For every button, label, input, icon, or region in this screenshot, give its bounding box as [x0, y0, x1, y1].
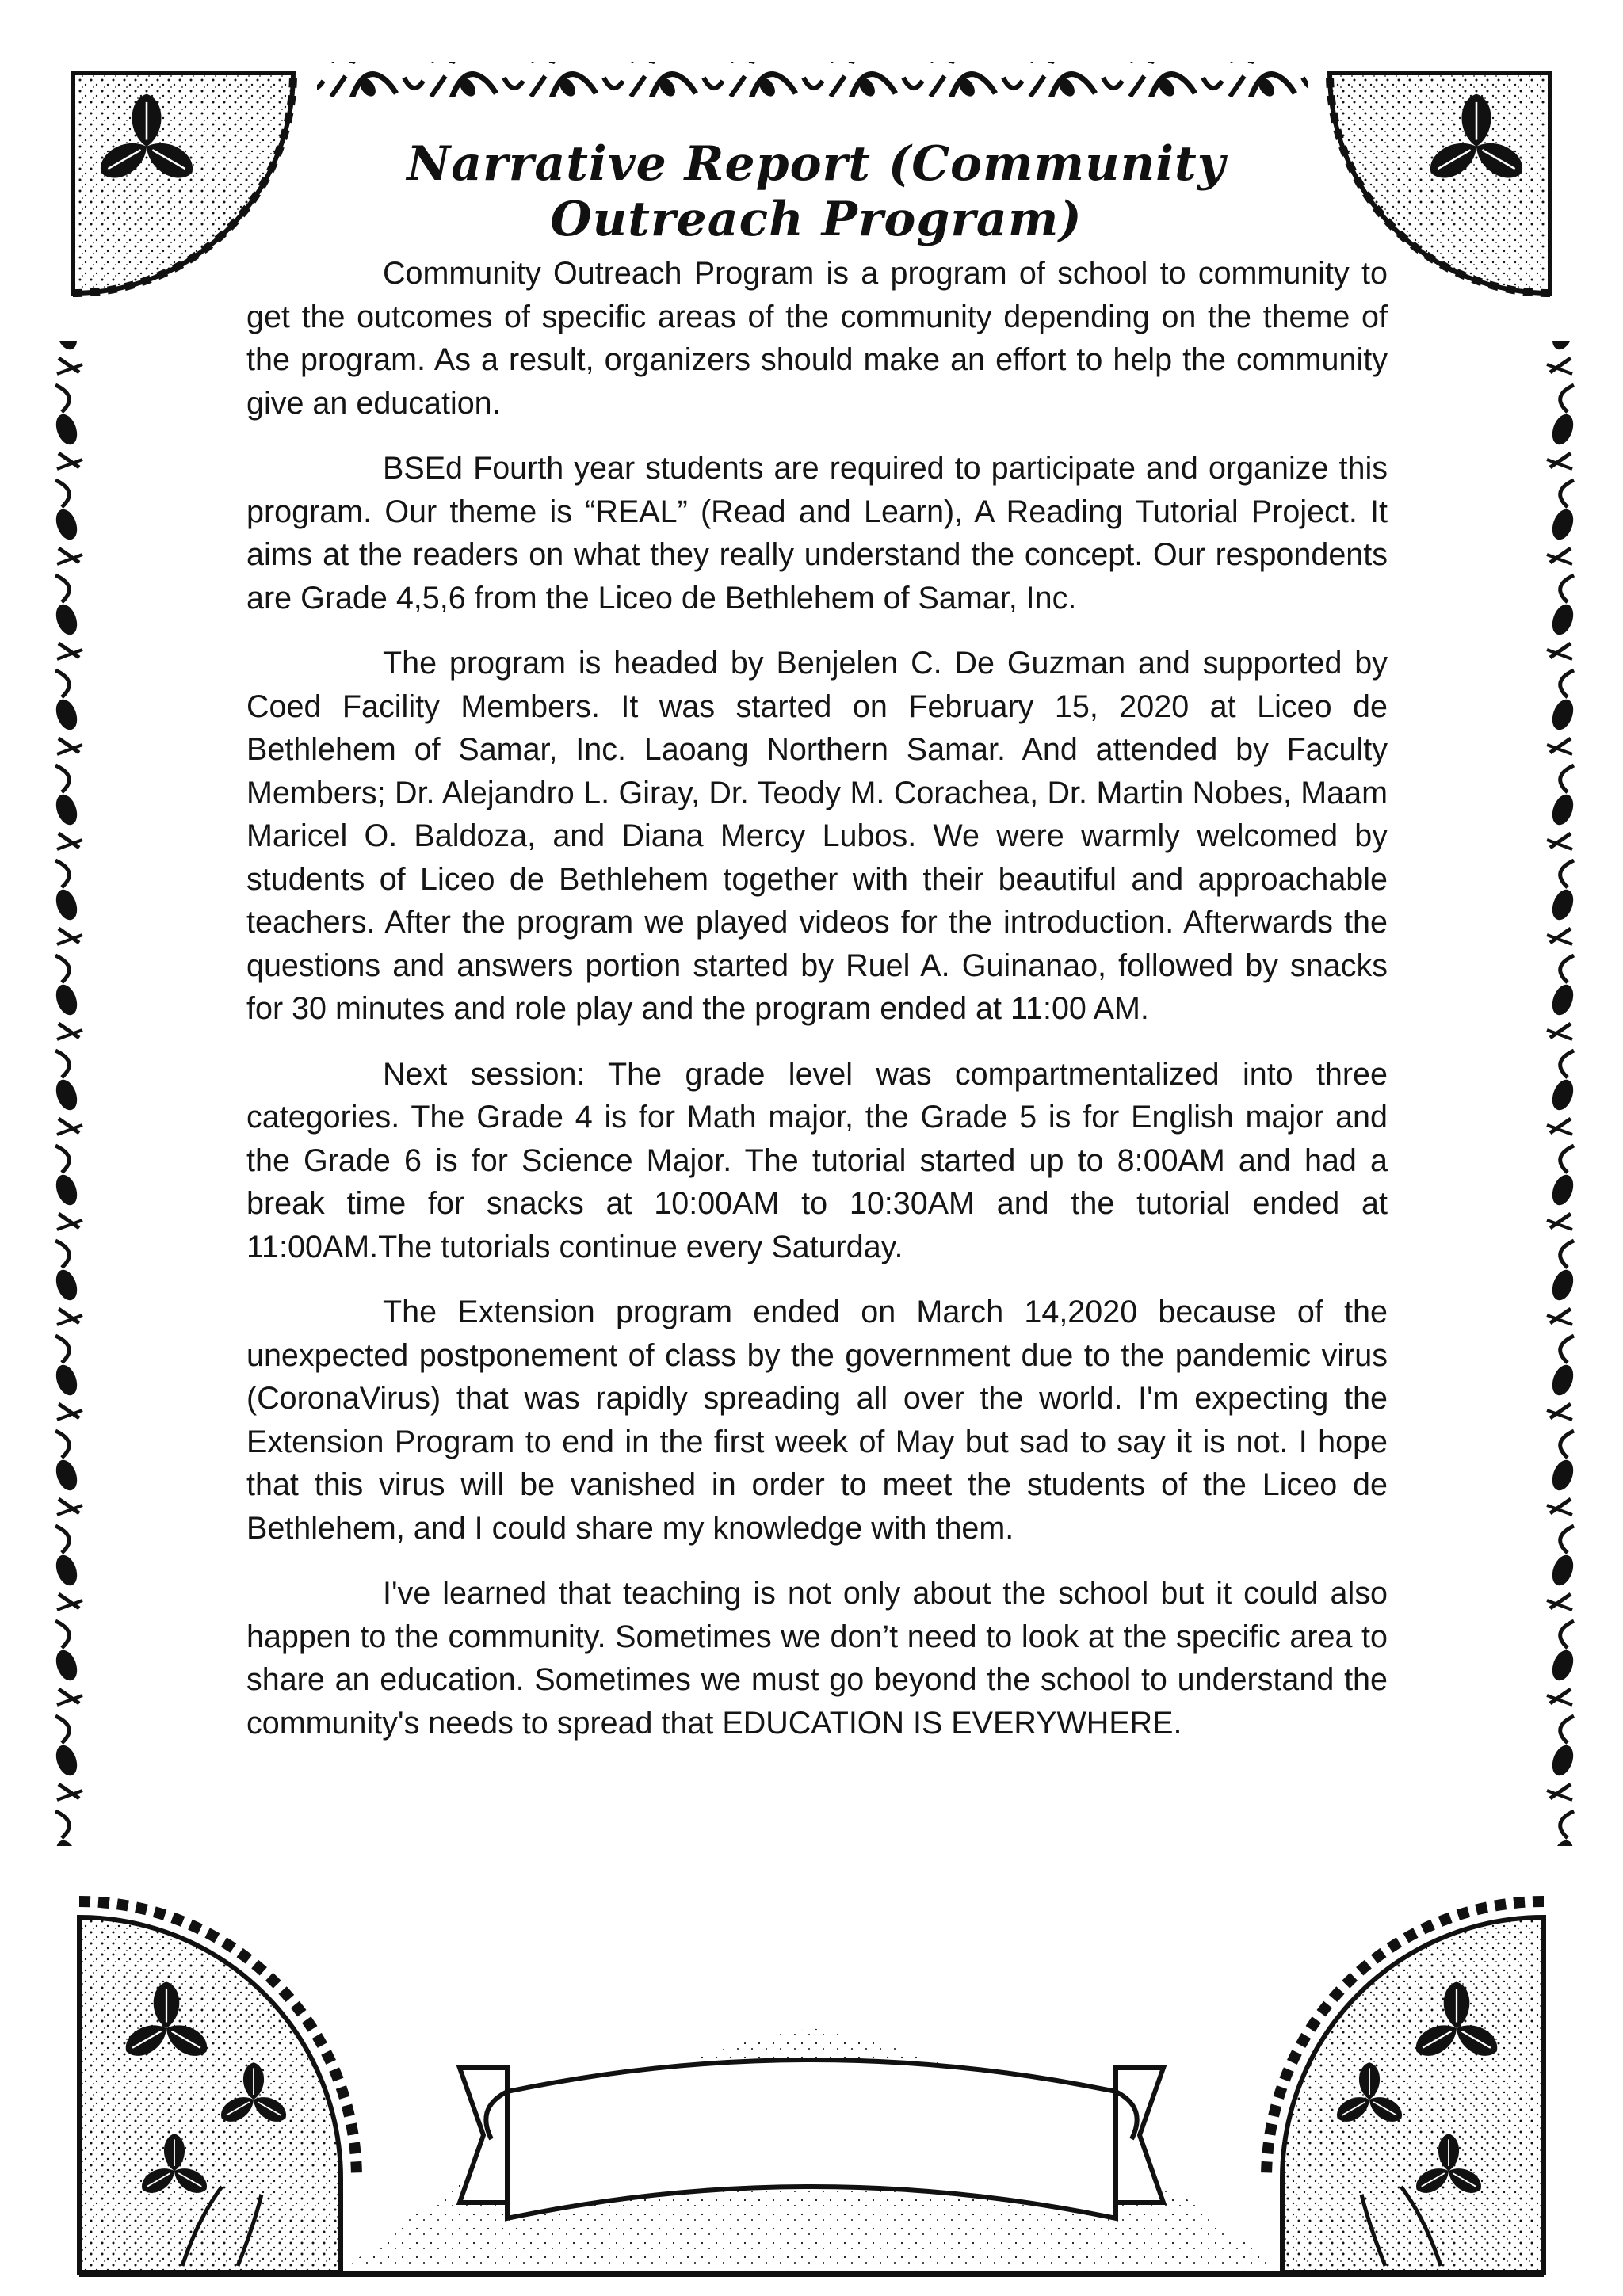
paragraph-participants: BSEd Fourth year students are required to participate and organize this program. Our theme is “REAL” (Read and Learn), A Reading Tutorial Project. It aims at the readers on what they really understand the concept. Our respondents are Grade 4,5,6 from the Liceo de Bethlehem of Samar, Inc.: [246, 451, 1388, 616]
paragraph-next-session: Next session: The grade level was compartmentalized into three categories. The Grade 4 is for Math major, the Grade 5 is for English major and the Grade 6 is for Science Major. The tutorial started up to 8:00AM and had a break time for snacks at 10:00AM to 10:30AM and the tutorial ended at 11:00AM.The tutorials continue every Saturday.: [246, 1056, 1388, 1264]
paragraph-program-details: The program is headed by Benjelen C. De Guzman and supported by Coed Facility Members. It was started on February 15, 2020 at Liceo de Bethlehem of Samar, Inc. Laoang Northern Samar. And attended by Faculty Members; Dr. Alejandro L. Giray, Dr. Teody M. Corachea, Dr. Martin Nobes, Maam Maricel O. Baldoza, and Diana Mercy Lubos. We were warmly welcomed by students of Liceo de Bethlehem together with their beautiful and approachable teachers. After the program we played videos for the introduction. Afterwards the questions and answers portion started by Ruel A. Guinanao, followed by snacks for 30 minutes and role play and the program ended at 11:00 AM.: [246, 646, 1388, 1026]
report-body: [246, 252, 1388, 1767]
paragraph-program-end: The Extension program ended on March 14,2020 because of the unexpected postponement of class by the government due to the pandemic virus (CoronaVirus) that was rapidly spreading all over the world. I'm expecting the Extension Program to end in the first week of May but sad to say it is not. I hope that this virus will be vanished in order to meet the students of the Liceo de Bethlehem, and I could share my knowledge with them.: [246, 1295, 1388, 1546]
report-title: Narrative Report (Community Outreach Program): [407, 136, 1226, 247]
paragraph-reflection: I've learned that teaching is not only about the school but it could also happen to the community. Sometimes we don’t need to look at the specific area to share an education. Sometimes we must go beyond the school to understand the community's needs to spread that EDUCATION IS EVERYWHERE.: [246, 1576, 1388, 1741]
paragraph-intro: Community Outreach Program is a program of school to community to get the outcomes of specific areas of the community depending on the theme of the program. As a result, organizers should make an effort to help the community give an education.: [246, 256, 1388, 421]
